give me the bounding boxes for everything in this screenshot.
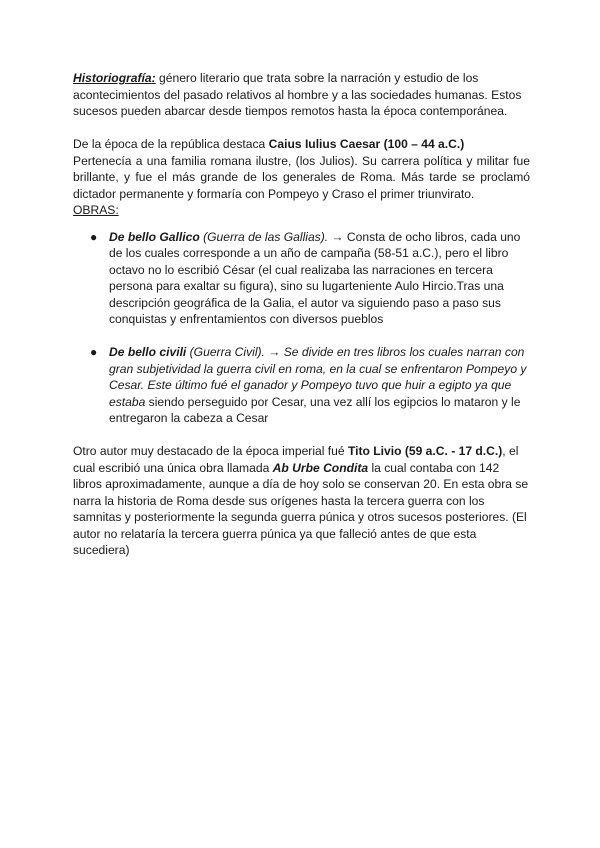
works-heading: OBRAS:	[73, 203, 119, 217]
work-title: De bello Gallico	[109, 229, 200, 244]
livy-name: Tito Livio (59 a.C. - 17 d.C.)	[347, 444, 503, 458]
caesar-name: Caius Iulius Caesar (100 – 44 a.C.)	[268, 137, 465, 151]
bullet-icon: ●	[90, 345, 98, 359]
caesar-lead-text: De la época de la república destaca	[73, 137, 269, 151]
livy-work-title: Ab Urbe Condita	[272, 460, 369, 475]
work-subtitle: (Guerra de las Gallias).	[199, 229, 329, 244]
term-colon: :	[151, 71, 156, 85]
work-title: De bello civili	[109, 345, 187, 359]
work-subtitle: (Guerra Civil).	[186, 345, 265, 359]
works-list	[73, 229, 530, 427]
work-description: → Consta de ocho libros, cada uno de los cuales corresponde a un año de campaña (58-51 a.C.), pero el libro octavo no lo escribió César (el cual realizaba las narraciones en tercera persona para exaltar su figura), sino su lugarteniente Aulo Hircio.Tras una descripción geográfica de la Galia, el autor va siguiendo paso a paso sus conquistas y enfrentamientos con diversos pueblos	[109, 229, 521, 326]
livy-rest: la cual contaba con 142 libros aproximadamente, aunque a día de hoy solo se conservan 20. En esta obra se narra la historia de Roma desde sus orígenes hasta la tercera guerra con los samnitas y posteriormente la segunda guerra púnica y otros sucesos posteriores. (El autor no relataría la tercera guerra púnica ya que falleció antes de que esta sucediera)	[73, 460, 529, 557]
term-historiografia: Historiografía	[73, 71, 152, 85]
intro-definition: género literario que trata sobre la narración y estudio de los acontecimientos del pasado relativos al hombre y a las sociedades humanas. Estos sucesos pueden abarcar desde tiempos remotos hasta la época contemporánea.	[73, 71, 522, 118]
list-item-de-bello-civili	[90, 344, 530, 427]
caesar-bio: Pertenecía a una familia romana ilustre, (los Julios). Su carrera política y militar fue brillante, y fue el más grande de los generales de Roma. Más tarde se proclamó dictador permanente y formaría con Pompeyo y Craso el primer triunvirato.	[73, 153, 530, 201]
work-description: siendo perseguido por Cesar, una vez allí los egipcios lo mataron y le entregaron la cabeza a Cesar	[109, 394, 521, 425]
livy-paragraph	[73, 443, 530, 559]
livy-lead: Otro autor muy destacado de la época imperial fué	[73, 444, 348, 458]
list-item-de-bello-gallico	[90, 229, 530, 328]
intro-paragraph	[73, 70, 530, 120]
livy-mid: , el cual escribió una única obra llamada	[73, 444, 519, 475]
caesar-lead	[73, 136, 530, 153]
work-description-italic: → Se divide en tres libros los cuales narran con gran subjetividad la guerra civil en roma, en la cual se enfrentaron Pompeyo y Cesar. Este último fué el ganador y Pompeyo tuvo que huir a egipto ya que estaba	[109, 345, 527, 409]
bullet-icon: ●	[90, 229, 98, 244]
